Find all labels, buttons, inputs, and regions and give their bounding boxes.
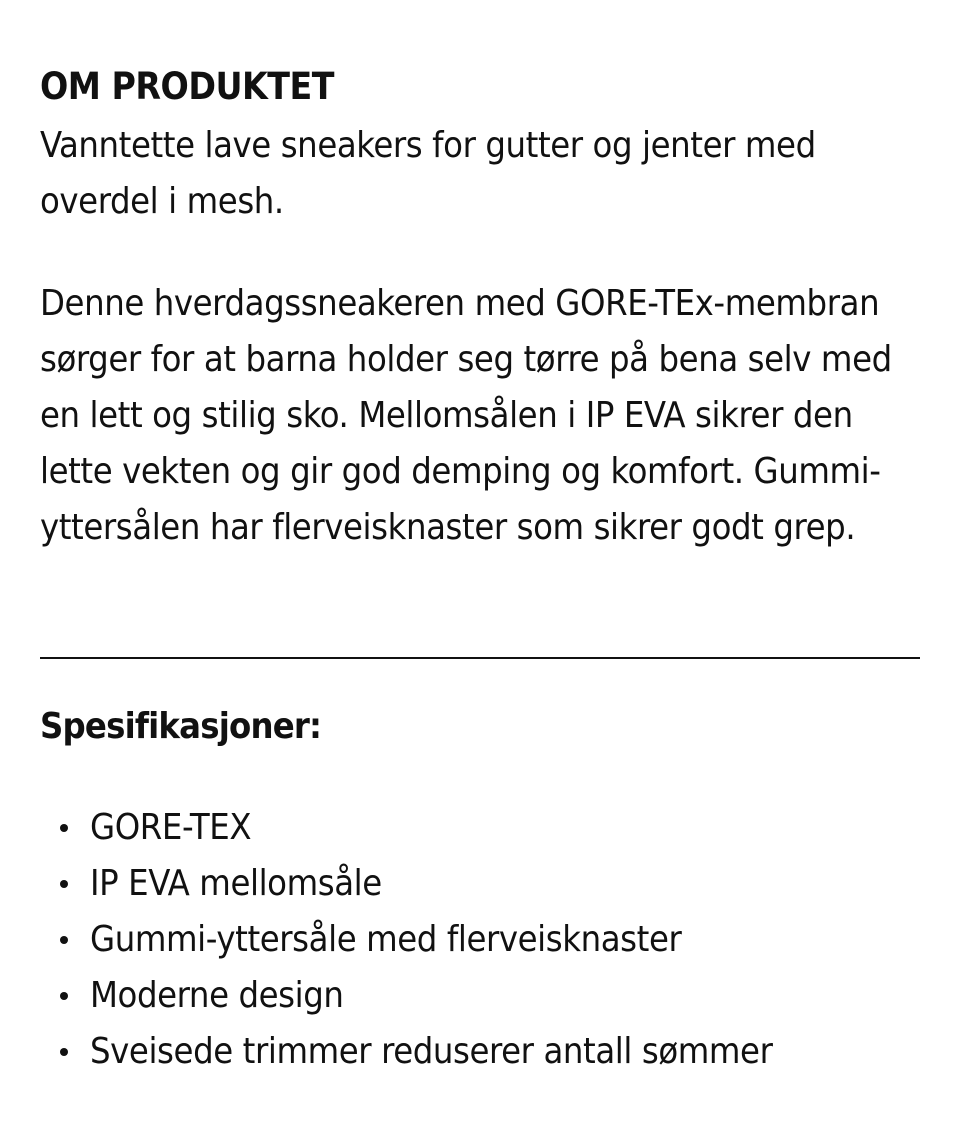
specs-list xyxy=(40,800,920,1080)
spec-item-label: IP EVA mellomsåle xyxy=(90,863,382,904)
product-intro: Vanntette lave sneakers for gutter og jenter med overdel i mesh. xyxy=(40,125,816,222)
product-description: Denne hverdagssneakeren med GORE-TEx-membran sørger for at barna holder seg tørre på bena selv med en lett og stilig sko. Mellomsålen i IP EVA sikrer den lette vekten og gir god demping og komfort. Gummi-yttersålen har flerveisknaster som sikrer godt grep. xyxy=(40,283,892,548)
spec-item xyxy=(40,968,920,1024)
section-divider xyxy=(40,657,920,659)
spec-item-label: Sveisede trimmer reduserer antall sømmer xyxy=(90,1031,773,1072)
spec-item xyxy=(40,856,920,912)
spec-item-label: Moderne design xyxy=(90,975,344,1016)
spec-item xyxy=(40,1024,920,1080)
bullet-dot-icon xyxy=(60,992,68,1000)
spec-item xyxy=(40,912,920,968)
bullet-dot-icon xyxy=(60,824,68,832)
bullet-dot-icon xyxy=(60,936,68,944)
bullet-dot-icon xyxy=(60,1048,68,1056)
bullet-dot-icon xyxy=(60,880,68,888)
spec-item xyxy=(40,800,920,856)
spec-item-label: Gummi-yttersåle med flerveisknaster xyxy=(90,919,682,960)
spec-item-label: GORE-TEX xyxy=(90,807,252,848)
specs-title: Spesifikasjoner: xyxy=(40,706,322,747)
section-title: OM PRODUKTET xyxy=(40,65,334,108)
